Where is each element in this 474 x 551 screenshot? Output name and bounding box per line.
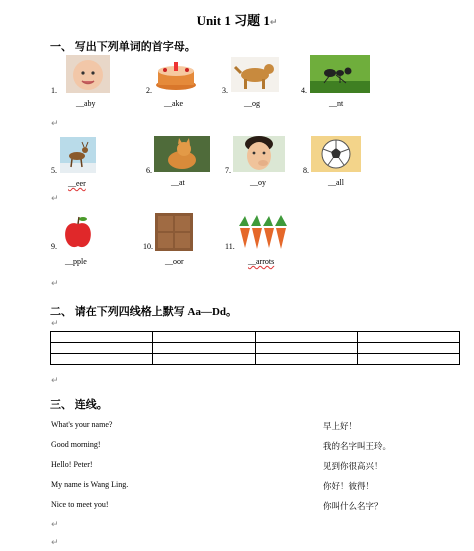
carrots-picture (235, 214, 291, 252)
match-left-4: My name is Wang Ling. (51, 480, 129, 489)
item-2-word: __ake (164, 99, 184, 108)
match-left-2: Good morning! (51, 440, 101, 449)
cat-picture (154, 136, 210, 172)
match-left-3: Hello! Peter! (51, 460, 93, 469)
four-line-grid[interactable] (50, 331, 460, 365)
paragraph-mark: ↵ (51, 194, 59, 204)
item-8-number: 8. (303, 166, 309, 175)
item-5-number: 5. (51, 166, 57, 175)
item-6-word: __at (171, 178, 185, 187)
paragraph-mark: ↵ (51, 538, 59, 548)
match-right-5: 你叫什么名字？ (323, 502, 383, 512)
item-7-word: __oy (250, 178, 266, 187)
match-right-3: 见到你很高兴！ (323, 462, 383, 472)
item-3-number: 3. (222, 86, 228, 95)
match-right-2: 我的名字叫王玲。 (323, 442, 392, 452)
item-10-number: 10. (143, 242, 153, 251)
section-2-heading: 二、 请在下列四线格上默写 Aa—Dd。 (50, 306, 238, 318)
grid-line (51, 354, 460, 365)
item-11-number: 11. (225, 242, 235, 251)
item-7-number: 7. (225, 166, 231, 175)
paragraph-mark: ↵ (51, 376, 59, 386)
item-4-word: __nt (329, 99, 344, 108)
item-11-word: __arrots (248, 257, 275, 266)
item-4-number: 4. (301, 86, 307, 95)
ball-picture (311, 136, 361, 172)
item-9-word: __pple (65, 257, 87, 266)
match-right-1: 早上好！ (323, 422, 358, 432)
apple-picture (63, 214, 93, 252)
paragraph-mark: ↵ (51, 279, 59, 289)
grid-line (51, 343, 460, 354)
item-1-number: 1. (51, 86, 57, 95)
match-right-4: 你好！彼得！ (323, 482, 375, 492)
section-1-heading: 一、 写出下列单词的首字母。 (50, 41, 196, 53)
dog-picture (231, 57, 279, 92)
paragraph-mark: ↵ (51, 520, 59, 530)
ant-picture (310, 55, 370, 93)
baby-picture (66, 55, 110, 93)
match-left-1: What's your name? (51, 420, 113, 429)
door-picture (155, 213, 193, 251)
item-2-number: 2. (146, 86, 152, 95)
item-10-word: __oor (165, 257, 184, 266)
item-9-number: 9. (51, 242, 57, 251)
paragraph-mark: ↵ (51, 319, 59, 329)
cake-picture (153, 57, 199, 92)
paragraph-mark: ↵ (51, 119, 59, 129)
grid-line (51, 332, 460, 343)
match-left-5: Nice to meet you! (51, 500, 109, 509)
deer-picture (60, 137, 96, 173)
item-1-word: __aby (76, 99, 96, 108)
page-title: Unit 1 习题 1↵ (196, 13, 278, 28)
item-3-word: __og (244, 99, 260, 108)
item-5-word: __eer (68, 179, 86, 188)
boy-picture (233, 136, 285, 172)
item-8-word: __all (328, 178, 344, 187)
section-3-heading: 三、 连线。 (50, 399, 108, 411)
item-6-number: 6. (146, 166, 152, 175)
